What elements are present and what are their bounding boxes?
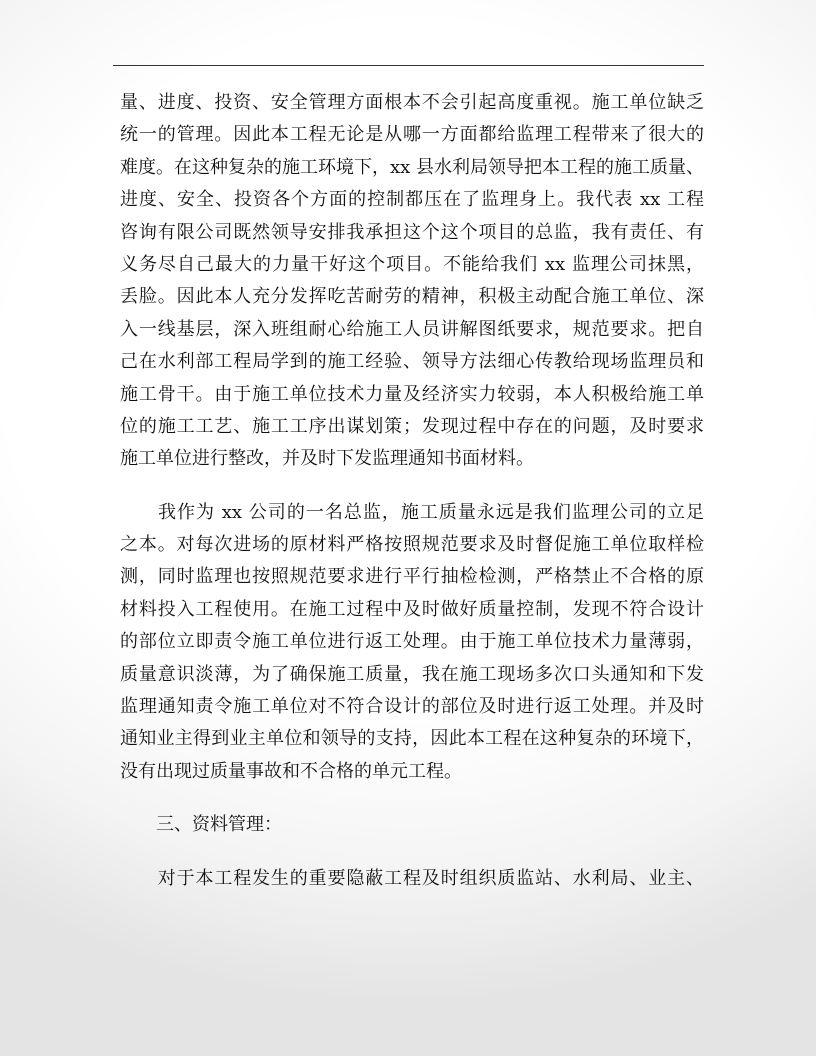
- text-line: 施工骨干。由于施工单位技术力量及经济实力较弱，本人积极给施工单: [120, 383, 704, 405]
- text-line: 丢脸。因此本人充分发挥吃苦耐劳的精神，积极主动配合施工单位、深: [120, 286, 704, 308]
- text-line: 量、进度、投资、安全管理方面根本不会引起高度重视。施工单位缺乏: [120, 92, 704, 113]
- text-line: 材料投入工程使用。在施工过程中及时做好质量控制，发现不符合设计: [120, 598, 704, 620]
- text-line: 难度。在这种复杂的施工环境下，xx 县水利局领导把本工程的施工质量、: [120, 156, 705, 178]
- paragraph-2: [120, 497, 704, 789]
- text-line: 的部位立即责令施工单位进行返工处理。由于施工单位技术力量薄弱，: [120, 631, 704, 653]
- text-line: 质量意识淡薄，为了确保施工质量，我在施工现场多次口头通知和下发: [120, 663, 704, 685]
- text-line: 位的施工工艺、施工工序出谋划策；发现过程中存在的问题，及时要求: [120, 415, 704, 437]
- section-heading: 三、资料管理：: [120, 814, 282, 836]
- text-line: 咨询有限公司既然领导安排我承担这个这个项目的总监，我有责任、有: [120, 221, 704, 243]
- text-line: 统一的管理。因此本工程无论是从哪一方面都给监理工程带来了很大的: [120, 124, 704, 146]
- text-line: 施工单位进行整改，并及时下发监理通知书面材料。: [120, 448, 534, 470]
- document-body: [120, 87, 704, 895]
- paragraph-1: [120, 87, 704, 476]
- text-line: 入一线基层，深入班组耐心给施工人员讲解图纸要求，规范要求。把自: [120, 318, 704, 340]
- text-line: 之本。对每次进场的原材料严格按照规范要求及时督促施工单位取样检: [120, 534, 704, 556]
- text-line: 测，同时监理也按照规范要求进行平行抽检检测，严格禁止不合格的原: [120, 566, 704, 588]
- paragraph-3: [120, 863, 704, 895]
- text-line: 对于本工程发生的重要隐蔽工程及时组织质监站、水利局、业主、: [120, 867, 704, 889]
- text-line: 通知业主得到业主单位和领导的支持，因此本工程在这种复杂的环境下，: [120, 728, 704, 750]
- text-line: 义务尽自己最大的力量干好这个项目。不能给我们 xx 监理公司抹黑，: [120, 253, 704, 275]
- text-line: 己在水利部工程局学到的施工经验、领导方法细心传教给现场监理员和: [120, 351, 704, 373]
- text-line: 监理通知责令施工单位对不符合设计的部位及时进行返工处理。并及时: [120, 696, 704, 718]
- text-line: 没有出现过质量事故和不合格的单元工程。: [120, 760, 462, 782]
- text-line: 我作为 xx 公司的一名总监，施工质量永远是我们监理公司的立足: [120, 501, 704, 523]
- text-line: 进度、安全、投资各个方面的控制都压在了监理身上。我代表 xx 工程: [120, 189, 704, 211]
- header-rule: [113, 65, 704, 66]
